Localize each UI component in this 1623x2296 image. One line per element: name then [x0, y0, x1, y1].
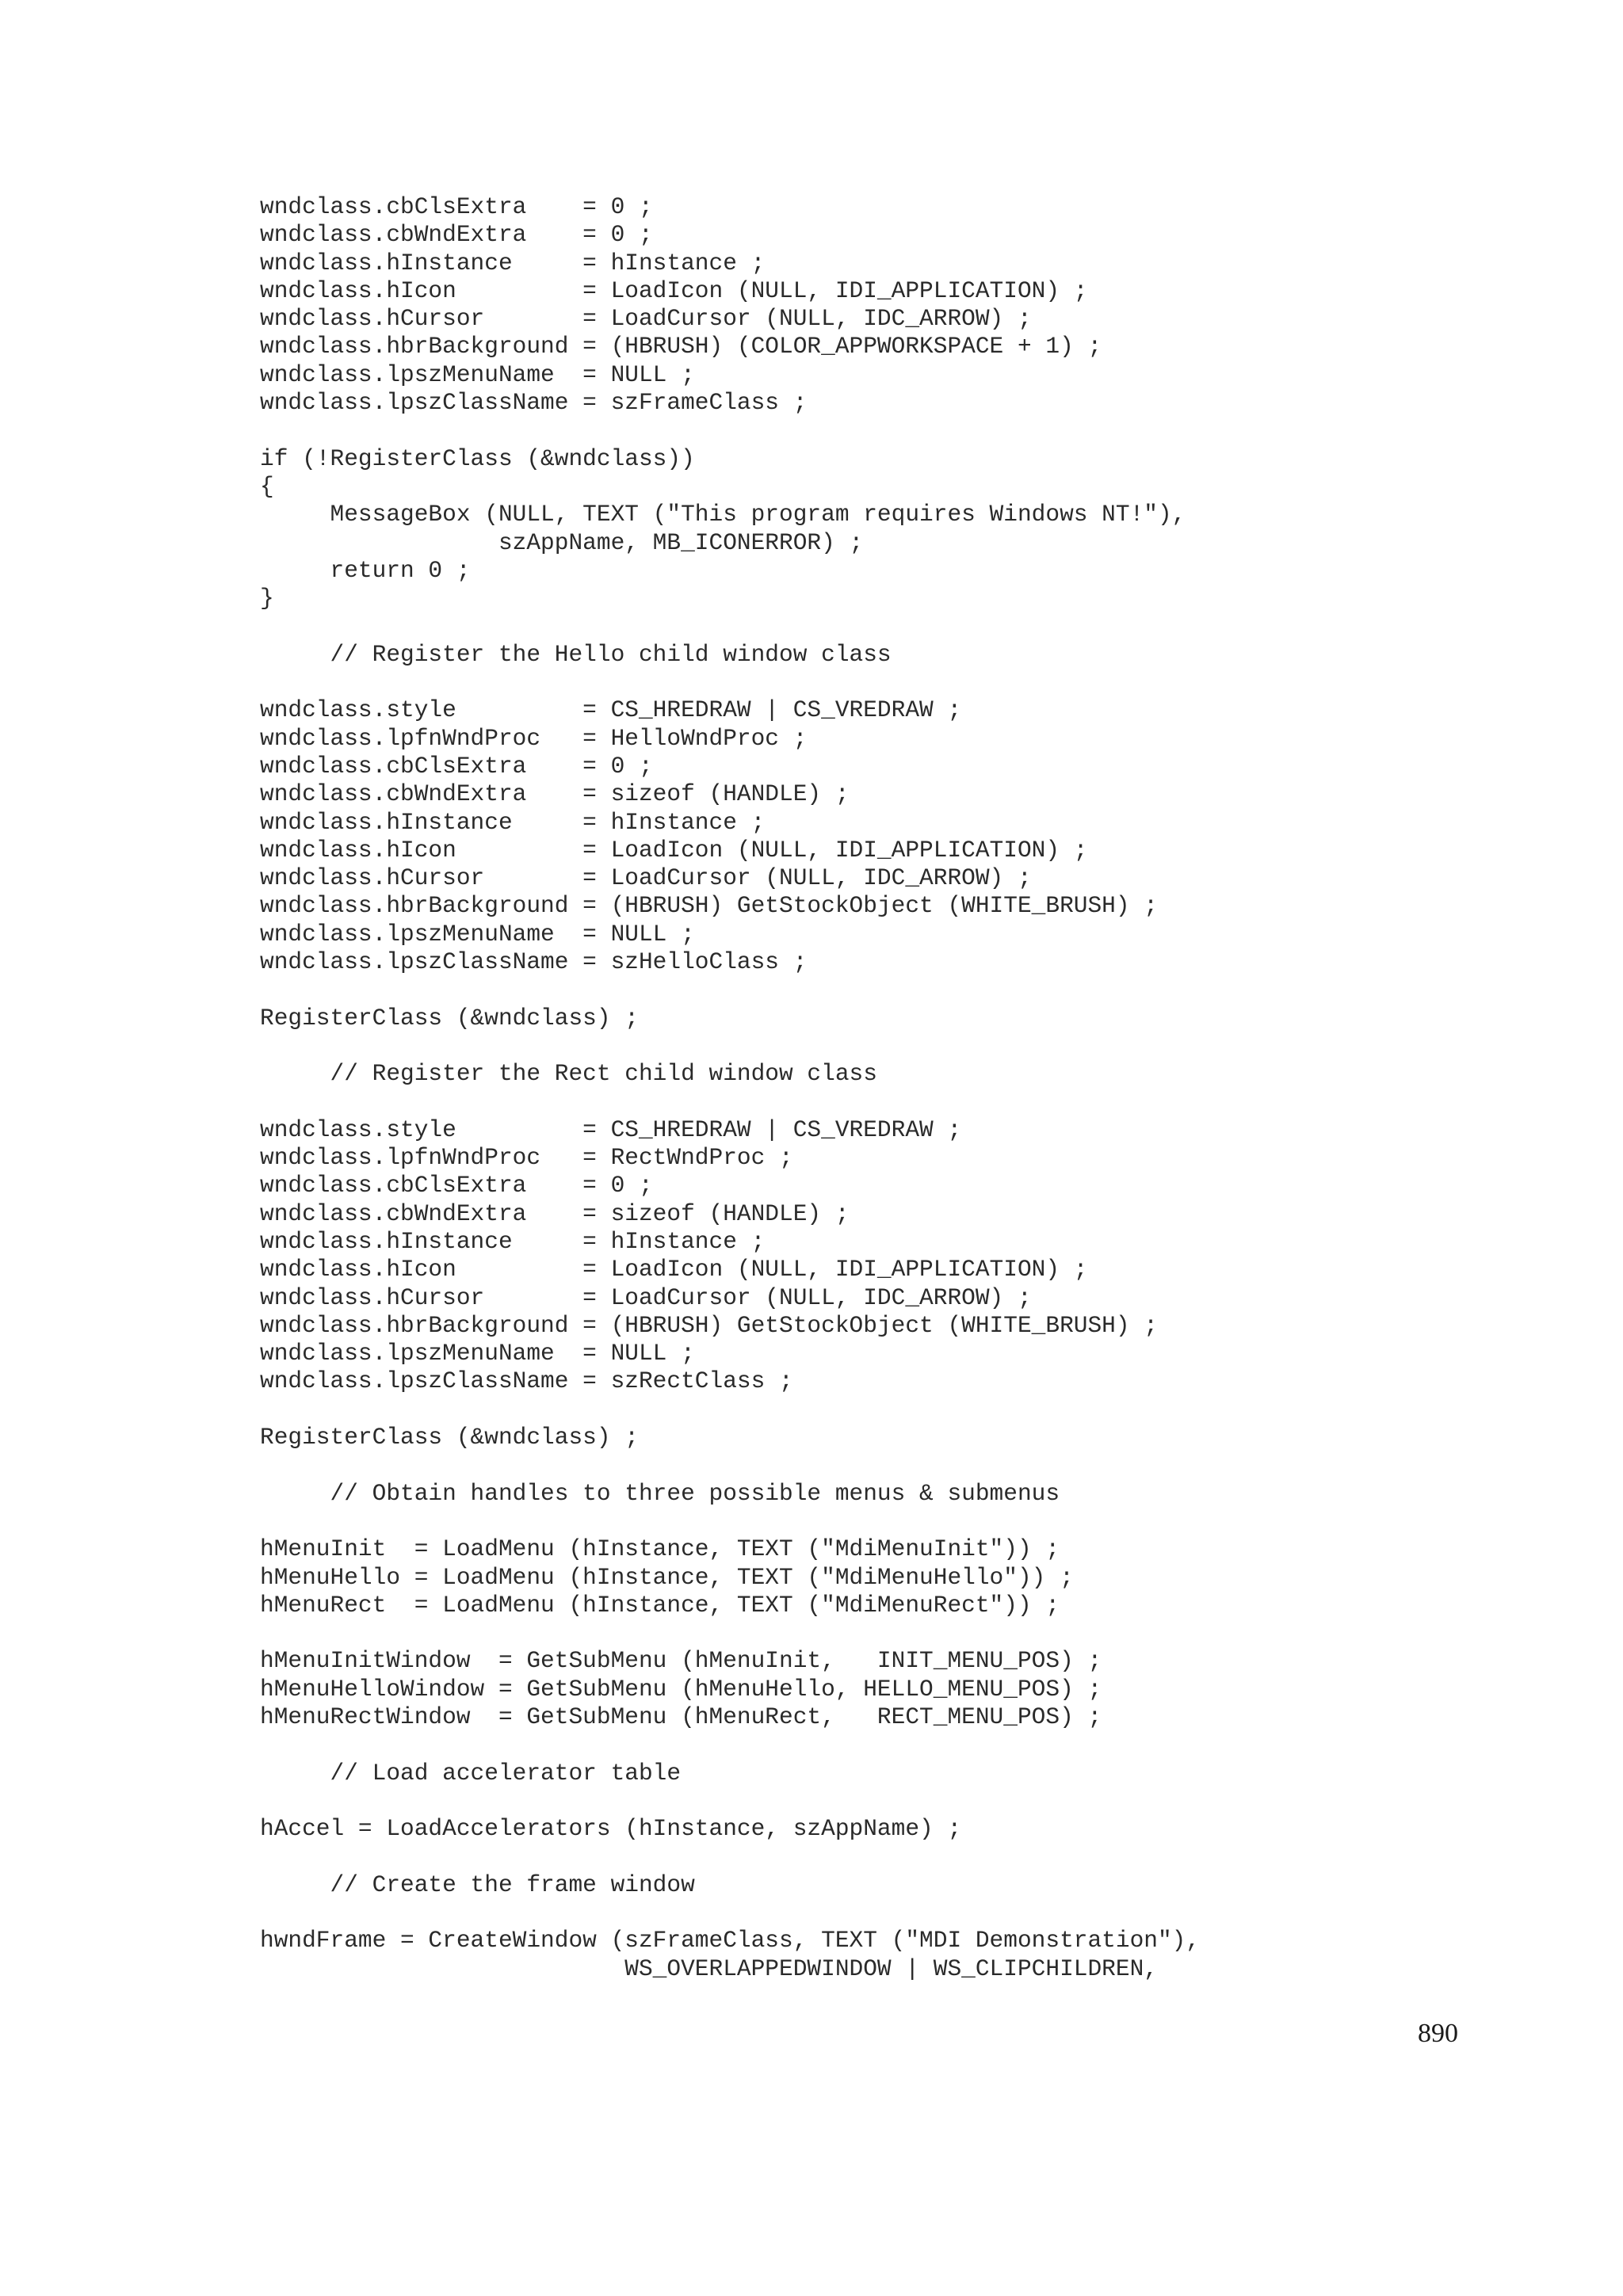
code-line: wndclass.lpszMenuName = NULL ;	[260, 360, 695, 388]
code-line: hMenuInit = LoadMenu (hInstance, TEXT ("MdiMenuInit")) ;	[260, 1535, 1060, 1563]
code-line: }	[260, 585, 274, 612]
code-line	[260, 1619, 1200, 1647]
code-line	[260, 1731, 1200, 1759]
code-line: // Register the Rect child window class	[260, 1060, 877, 1088]
code-line: wndclass.hIcon = LoadIcon (NULL, IDI_APPLICATION) ;	[260, 1256, 1088, 1283]
code-line: wndclass.hInstance = hInstance ;	[260, 808, 766, 836]
code-line: wndclass.cbClsExtra = 0 ;	[260, 193, 653, 220]
code-line: wndclass.lpszMenuName = NULL ;	[260, 1340, 695, 1367]
code-line: wndclass.hInstance = hInstance ;	[260, 1227, 766, 1255]
code-listing	[260, 193, 1200, 1983]
code-line	[260, 1787, 1200, 1815]
code-line	[260, 1032, 1200, 1060]
code-line: wndclass.hbrBackground = (HBRUSH) (COLOR_APPWORKSPACE + 1) ;	[260, 333, 1102, 360]
page-number: 890	[1418, 2019, 1458, 2048]
code-line	[260, 1089, 1200, 1116]
code-line: wndclass.lpszMenuName = NULL ;	[260, 920, 695, 948]
code-line: wndclass.style = CS_HREDRAW | CS_VREDRAW ;	[260, 1116, 962, 1143]
code-line: // Obtain handles to three possible menus & submenus	[260, 1479, 1060, 1507]
code-line: hMenuRectWindow = GetSubMenu (hMenuRect, RECT_MENU_POS) ;	[260, 1703, 1102, 1731]
code-line: wndclass.cbClsExtra = 0 ;	[260, 1172, 653, 1199]
code-line	[260, 1899, 1200, 1927]
code-line: wndclass.cbWndExtra = sizeof (HANDLE) ;	[260, 780, 850, 808]
code-line: hwndFrame = CreateWindow (szFrameClass, TEXT ("MDI Demonstration"),	[260, 1927, 1201, 1955]
code-line: wndclass.hIcon = LoadIcon (NULL, IDI_APPLICATION) ;	[260, 277, 1088, 304]
code-line: RegisterClass (&wndclass) ;	[260, 1004, 639, 1032]
code-line: wndclass.hCursor = LoadCursor (NULL, IDC_ARROW) ;	[260, 864, 1032, 892]
code-line: wndclass.style = CS_HREDRAW | CS_VREDRAW ;	[260, 696, 962, 724]
code-line	[260, 669, 1200, 696]
code-line	[260, 1451, 1200, 1479]
code-line: szAppName, MB_ICONERROR) ;	[260, 528, 864, 556]
code-line: // Register the Hello child window class	[260, 640, 892, 668]
code-line: wndclass.hbrBackground = (HBRUSH) GetStockObject (WHITE_BRUSH) ;	[260, 892, 1158, 920]
code-line	[260, 1844, 1200, 1871]
code-line: if (!RegisterClass (&wndclass))	[260, 444, 695, 472]
code-line: wndclass.hbrBackground = (HBRUSH) GetStockObject (WHITE_BRUSH) ;	[260, 1311, 1158, 1339]
code-line: hMenuInitWindow = GetSubMenu (hMenuInit, INIT_MENU_POS) ;	[260, 1647, 1102, 1675]
code-line	[260, 1508, 1200, 1535]
code-line: wndclass.hCursor = LoadCursor (NULL, IDC_ARROW) ;	[260, 1283, 1032, 1311]
code-line	[260, 976, 1200, 1004]
code-line: hMenuRect = LoadMenu (hInstance, TEXT ("MdiMenuRect")) ;	[260, 1591, 1060, 1619]
code-line	[260, 612, 1200, 640]
code-line: wndclass.cbWndExtra = sizeof (HANDLE) ;	[260, 1199, 850, 1227]
code-line: hMenuHello = LoadMenu (hInstance, TEXT ("MdiMenuHello")) ;	[260, 1563, 1074, 1591]
code-line: // Create the frame window	[260, 1871, 695, 1898]
code-line: {	[260, 472, 274, 500]
code-line: wndclass.lpfnWndProc = RectWndProc ;	[260, 1144, 793, 1172]
code-line: RegisterClass (&wndclass) ;	[260, 1424, 639, 1451]
code-line	[260, 1396, 1200, 1424]
code-line: wndclass.hIcon = LoadIcon (NULL, IDI_APPLICATION) ;	[260, 836, 1088, 864]
code-line: hAccel = LoadAccelerators (hInstance, szAppName) ;	[260, 1815, 962, 1843]
code-line: wndclass.lpszClassName = szRectClass ;	[260, 1367, 793, 1395]
code-line: wndclass.hInstance = hInstance ;	[260, 249, 766, 277]
code-line: wndclass.hCursor = LoadCursor (NULL, IDC_ARROW) ;	[260, 305, 1032, 333]
code-line: wndclass.cbWndExtra = 0 ;	[260, 221, 653, 249]
code-line: MessageBox (NULL, TEXT ("This program requires Windows NT!"),	[260, 501, 1186, 528]
code-line: wndclass.lpszClassName = szHelloClass ;	[260, 948, 808, 976]
code-line: WS_OVERLAPPEDWINDOW | WS_CLIPCHILDREN,	[260, 1955, 1158, 1982]
code-line: wndclass.cbClsExtra = 0 ;	[260, 752, 653, 780]
code-line: return 0 ;	[260, 556, 471, 584]
code-line: // Load accelerator table	[260, 1759, 682, 1787]
code-line: wndclass.lpszClassName = szFrameClass ;	[260, 389, 808, 417]
code-line: wndclass.lpfnWndProc = HelloWndProc ;	[260, 724, 808, 752]
code-line	[260, 417, 1200, 444]
code-line: hMenuHelloWindow = GetSubMenu (hMenuHello, HELLO_MENU_POS) ;	[260, 1675, 1102, 1703]
